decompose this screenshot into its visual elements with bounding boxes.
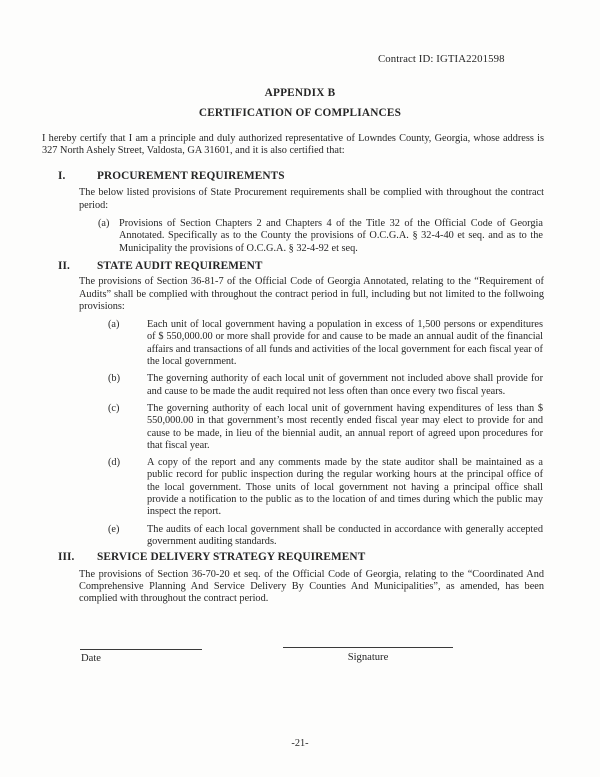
date-line — [80, 649, 202, 650]
certification-title: CERTIFICATION OF COMPLIANCES — [198, 107, 402, 120]
item-text: Each unit of local government having a population in excess of 1,500 persons or expenditures of $ 550,000.00 or more shall provide for and cause to be made an annual audit of the financial affairs and transactions of all funds and activities of the local government for each fiscal year of the local government. — [147, 319, 543, 368]
section-number: II. — [58, 259, 70, 272]
list-item — [108, 457, 543, 518]
date-label: Date — [81, 653, 101, 664]
item-text: The governing authority of each local unit of government not included above shall provide for and cause to be made the audit required not less often than once every two fiscal years. — [147, 373, 543, 397]
item-text: The audits of each local government shall be conducted in accordance with generally accepted government auditing standards. — [147, 523, 543, 547]
appendix-title: APPENDIX B — [264, 87, 336, 99]
list-item — [98, 218, 543, 255]
section-intro-paragraph: The provisions of Section 36-81-7 of the Official Code of Georgia Annotated, relating to the “Requirement of Audits” shall be complied with throughout the contract period in full, including but not limited to the follwoing provisions: — [79, 276, 544, 312]
section-intro-paragraph: The provisions of Section 36-70-20 et seq. of the Official Code of Georgia, relating to the “Coordinated And Comprehensive Planning And Service Delivery By Counties And Municipalities”, as amended, has been complied with throughout the contract period. — [79, 568, 544, 605]
section-intro-paragraph: The below listed provisions of State Procurement requirements shall be complied with throughout the contract period: — [79, 187, 544, 211]
section-heading-state-audit — [0, 260, 600, 272]
item-label: (a) — [98, 218, 110, 230]
section-heading-service-delivery — [0, 551, 600, 563]
item-label: (b) — [108, 373, 121, 385]
item-label: (e) — [108, 523, 120, 535]
item-label: (a) — [108, 319, 120, 331]
list-item — [108, 403, 543, 452]
intro-paragraph: I hereby certify that I am a principle and duly authorized representative of Lowndes County, Georgia, whose address is 327 North Ashely Street, Valdosta, GA 31601, and it is also certified that: — [42, 132, 544, 156]
section-heading-procurement — [0, 170, 600, 182]
item-text: A copy of the report and any comments made by the state auditor shall be maintained as a public record for public inspection during the regular working hours at the principal office of the local government. Those units of local government not having a principal office shall provide a notification to the public as to the location of and times during which the public may inspect the report. — [147, 457, 543, 518]
list-item — [108, 524, 543, 549]
section-title: PROCUREMENT REQUIREMENTS — [97, 170, 285, 183]
section-title: SERVICE DELIVERY STRATEGY REQUIREMENT — [97, 551, 366, 564]
page-number: -21- — [291, 738, 309, 749]
list-item — [108, 319, 543, 368]
signature-block — [0, 647, 600, 669]
item-text: Provisions of Section Chapters 2 and Chapters 4 of the Title 32 of the Official Code of Georgia Annotated. Specifically as to the County the provisions of O.C.G.A. § 32-4-40 et seq. and as to the Municipality the provisions of O.C.G.A. § 32-4-92 et seq. — [119, 218, 543, 254]
signature-line — [283, 647, 453, 648]
section-title: STATE AUDIT REQUIREMENT — [97, 259, 263, 272]
section-number: III. — [58, 551, 75, 564]
item-label: (d) — [108, 457, 121, 469]
section-number: I. — [58, 170, 66, 183]
item-label: (c) — [108, 402, 120, 414]
contract-id: Contract ID: IGTIA2201598 — [378, 53, 505, 65]
signature-label: Signature — [347, 652, 389, 663]
item-text: The governing authority of each local unit of government having expenditures of less than $ 550,000.00 in that government’s most recently ended fiscal year may elect to provide for and cause to be made, in lieu of the biennial audit, an annual report of agreed upon procedures for that fiscal year. — [147, 402, 543, 451]
list-item — [108, 373, 543, 398]
